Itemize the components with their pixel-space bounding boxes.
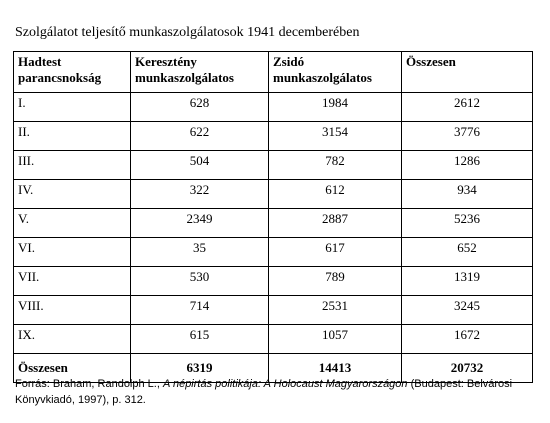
- cell-jewish: 1984: [269, 93, 402, 122]
- row-label: IV.: [14, 180, 131, 209]
- row-label: I.: [14, 93, 131, 122]
- column-header-line: munkaszolgálatos: [273, 70, 372, 85]
- cell-jewish: 2887: [269, 209, 402, 238]
- row-label: VII.: [14, 267, 131, 296]
- column-header-jewish: [269, 52, 402, 93]
- column-header-line: Hadtest: [18, 54, 62, 69]
- data-table: [13, 51, 533, 383]
- cell-total: 2612: [402, 93, 533, 122]
- cell-jewish: 1057: [269, 325, 402, 354]
- row-label: II.: [14, 122, 131, 151]
- cell-total: 3245: [402, 296, 533, 325]
- column-header-line: Keresztény: [135, 54, 197, 69]
- column-header-line: parancsnokság: [18, 70, 102, 85]
- cell-christian: 615: [131, 325, 269, 354]
- cell-total: 1319: [402, 267, 533, 296]
- table-caption: Szolgálatot teljesítő munkaszolgálatosok 1941 decemberében: [15, 25, 360, 40]
- cell-jewish: 3154: [269, 122, 402, 151]
- column-header-line: Összesen: [406, 54, 456, 69]
- row-label: VIII.: [14, 296, 131, 325]
- column-header-total: [402, 52, 533, 93]
- total-label: Összesen: [14, 354, 131, 383]
- cell-christian: 530: [131, 267, 269, 296]
- cell-jewish: 617: [269, 238, 402, 267]
- cell-total: 1672: [402, 325, 533, 354]
- row-label: IX.: [14, 325, 131, 354]
- table-row: [14, 296, 533, 325]
- table-row: [14, 209, 533, 238]
- table-header-row: [14, 52, 533, 93]
- row-label: III.: [14, 151, 131, 180]
- cell-christian: 622: [131, 122, 269, 151]
- cell-total: 652: [402, 238, 533, 267]
- table-row: [14, 180, 533, 209]
- cell-total: 3776: [402, 122, 533, 151]
- cell-jewish: 789: [269, 267, 402, 296]
- table-row: [14, 93, 533, 122]
- cell-total: 934: [402, 180, 533, 209]
- cell-christian: 714: [131, 296, 269, 325]
- total-all: 20732: [402, 354, 533, 383]
- cell-christian: 628: [131, 93, 269, 122]
- citation-prefix: Forrás: Braham, Randolph L.,: [15, 378, 163, 390]
- table-row: [14, 325, 533, 354]
- cell-total: 1286: [402, 151, 533, 180]
- column-header-christian: [131, 52, 269, 93]
- citation-suffix: (Budapest: Belvárosi Könyvkiadó, 1997), p. 312.: [15, 378, 513, 406]
- cell-christian: 2349: [131, 209, 269, 238]
- cell-total: 5236: [402, 209, 533, 238]
- cell-christian: 504: [131, 151, 269, 180]
- total-jewish: 14413: [269, 354, 402, 383]
- column-header-line: Zsidó: [273, 54, 305, 69]
- total-christian: 6319: [131, 354, 269, 383]
- cell-christian: 35: [131, 238, 269, 267]
- cell-jewish: 2531: [269, 296, 402, 325]
- column-header-command: [14, 52, 131, 93]
- table-row: [14, 267, 533, 296]
- cell-jewish: 782: [269, 151, 402, 180]
- table-row: [14, 151, 533, 180]
- table-row: [14, 238, 533, 267]
- cell-jewish: 612: [269, 180, 402, 209]
- row-label: V.: [14, 209, 131, 238]
- column-header-line: munkaszolgálatos: [135, 70, 234, 85]
- citation-book-title: A népirtás politikája: A Holocaust Magyarországon: [162, 378, 408, 390]
- table-row: [14, 122, 533, 151]
- cell-christian: 322: [131, 180, 269, 209]
- row-label: VI.: [14, 238, 131, 267]
- source-citation: [15, 376, 545, 408]
